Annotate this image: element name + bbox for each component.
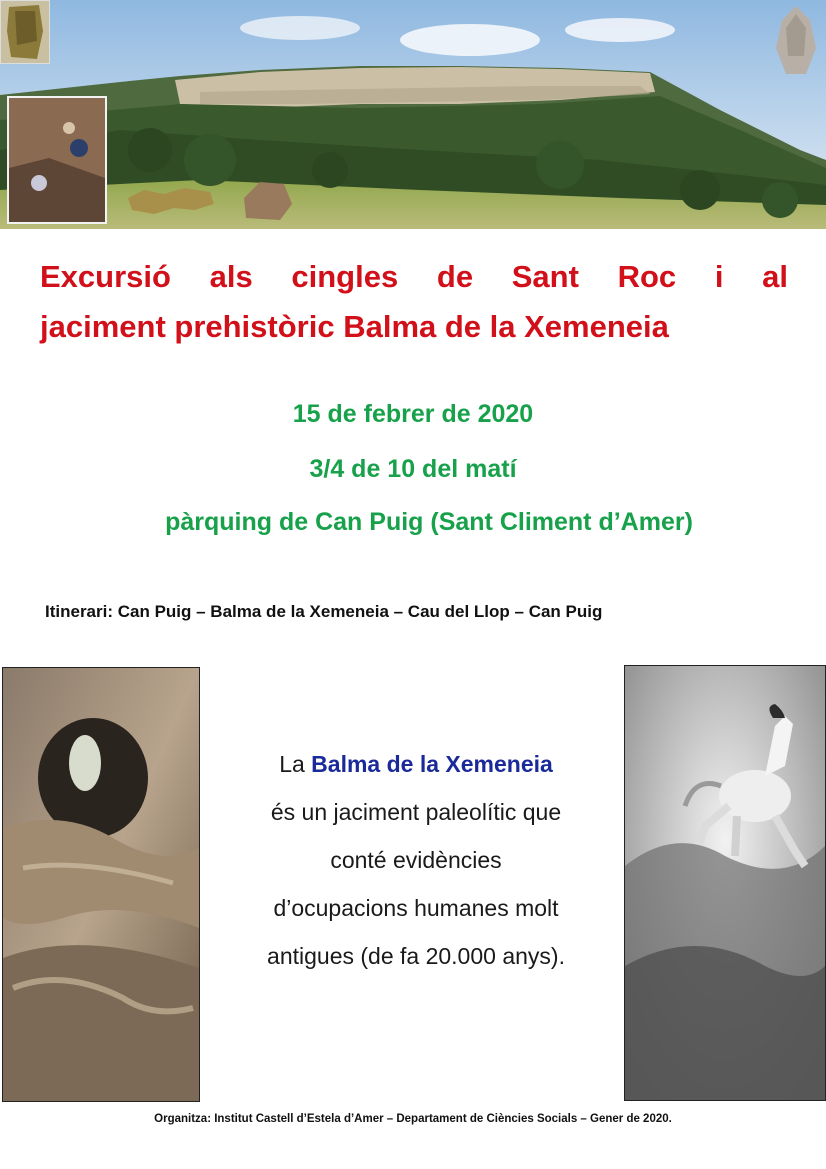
event-title — [40, 252, 788, 352]
organizer-footer: Organitza: Institut Castell d’Estela d’Amer – Departament de Ciències Socials – Gener de 2020. — [154, 1113, 672, 1125]
event-date: 15 de febrer de 2020 — [292, 400, 534, 428]
stone-tool-image — [240, 178, 296, 224]
event-meeting-place: pàrquing de Can Puig (Sant Climent d’Amer) — [165, 508, 693, 536]
site-description-line-1 — [218, 740, 614, 788]
cave-photo — [2, 667, 200, 1102]
site-name-highlight: Balma de la Xemeneia — [311, 751, 553, 777]
description-prefix: La — [279, 751, 312, 777]
site-description-line-5: antigues (de fa 20.000 anys). — [267, 943, 565, 969]
event-time: 3/4 de 10 del matí — [309, 455, 517, 483]
itinerary-line: Itinerari: Can Puig – Balma de la Xemeneia – Cau del Llop – Can Puig — [45, 602, 603, 621]
bone-artifact-image — [124, 180, 216, 220]
event-title-line-2: jaciment prehistòric Balma de la Xemeneia — [40, 309, 669, 344]
excavation-photo — [7, 96, 107, 224]
event-title-line-1: Excursió als cingles de Sant Roc i al — [40, 259, 788, 294]
site-description-line-2: és un jaciment paleolític que — [270, 799, 562, 825]
horse-illustration — [624, 665, 826, 1101]
stone-artifact-thumbnail — [0, 0, 50, 64]
flint-arrowhead-image — [774, 4, 818, 78]
site-description-line-3: conté evidències — [330, 847, 502, 873]
site-description-line-4: d’ocupacions humanes molt — [273, 895, 559, 921]
site-description — [218, 740, 614, 980]
